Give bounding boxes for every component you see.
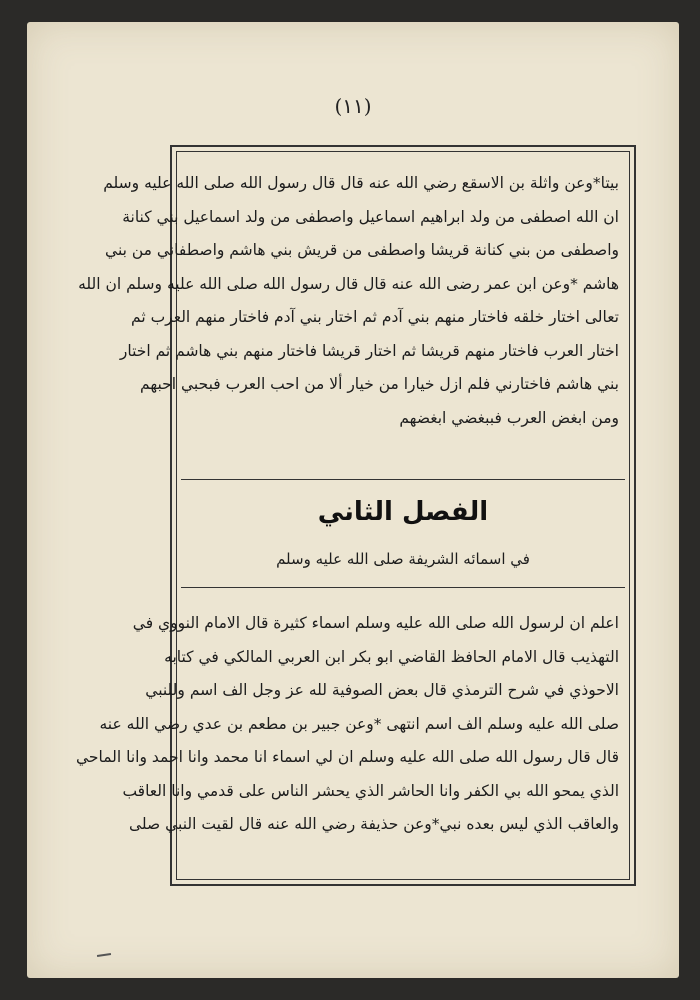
- text-line: بني هاشم فاختارني فلم ازل خيارا من خيار ألا من احب العرب فبحبي احبهم: [140, 375, 619, 393]
- text-line: والعاقب الذي ليس بعده نبي*وعن حذيفة رضي الله عنه قال لقيت النبي صلى: [129, 815, 619, 833]
- text-line: التهذيب قال الامام الحافظ القاضي ابو بكر ابن العربي المالكي في كتابه: [164, 647, 619, 666]
- divider-rule: [181, 587, 625, 588]
- text-line: ومن ابغض العرب فببغضي ابغضهم: [399, 408, 619, 427]
- text-line: تعالى اختار خلقه فاختار منهم بني آدم ثم اختار بني آدم فاختار منهم العرب ثم: [131, 308, 619, 326]
- section-subheading: في اسمائه الشريفة صلى الله عليه وسلم: [276, 550, 530, 568]
- paragraph-hadith-1: [78, 167, 619, 435]
- text-line: اعلم ان لرسول الله صلى الله عليه وسلم اسماء كثيرة قال الامام النووي في: [132, 614, 619, 632]
- text-frame: [76, 145, 636, 886]
- text-line: قال قال رسول الله صلى الله عليه وسلم ان لي اسماء انا محمد وانا احمد وانا الماحي: [76, 748, 619, 766]
- text-line: الذي يمحو الله بي الكفر وانا الحاشر الذي يحشر الناس على قدمي وانا العاقب: [122, 781, 619, 800]
- divider-rule: [181, 479, 625, 480]
- text-line: اختار العرب فاختار منهم قريشا ثم اختار قريشا فاختار منهم بني هاشم ثم اختار: [119, 341, 619, 360]
- paragraph-names: [76, 607, 619, 842]
- text-line: هاشم *وعن ابن عمر رضى الله عنه قال قال رسول الله صلى الله عليه وسلم ان الله: [78, 274, 619, 293]
- text-line: الاحوذي في شرح الترمذي قال بعض الصوفية لله عز وجل الف اسم وللنبي: [145, 681, 619, 699]
- ink-mark: [97, 953, 111, 957]
- text-frame-inner: [76, 151, 630, 880]
- text-line: صلى الله عليه وسلم الف اسم انتهى *وعن جبير بن مطعم بن عدي رضي الله عنه: [99, 714, 619, 733]
- page-number: (١١): [334, 94, 372, 118]
- section-heading: الفصل الثاني: [317, 497, 489, 527]
- text-line: واصطفى من بني كنانة قريشا واصطفى من قريش بني هاشم واصطفاني من بني: [105, 241, 619, 259]
- text-line: ان الله اصطفى من ولد ابراهيم اسماعيل واصطفى من ولد اسماعيل بني كنانة: [122, 207, 619, 226]
- book-page: [27, 22, 679, 978]
- text-line: بيتا*وعن واثلة بن الاسقع رضي الله عنه قال قال رسول الله صلى الله عليه وسلم: [103, 174, 619, 192]
